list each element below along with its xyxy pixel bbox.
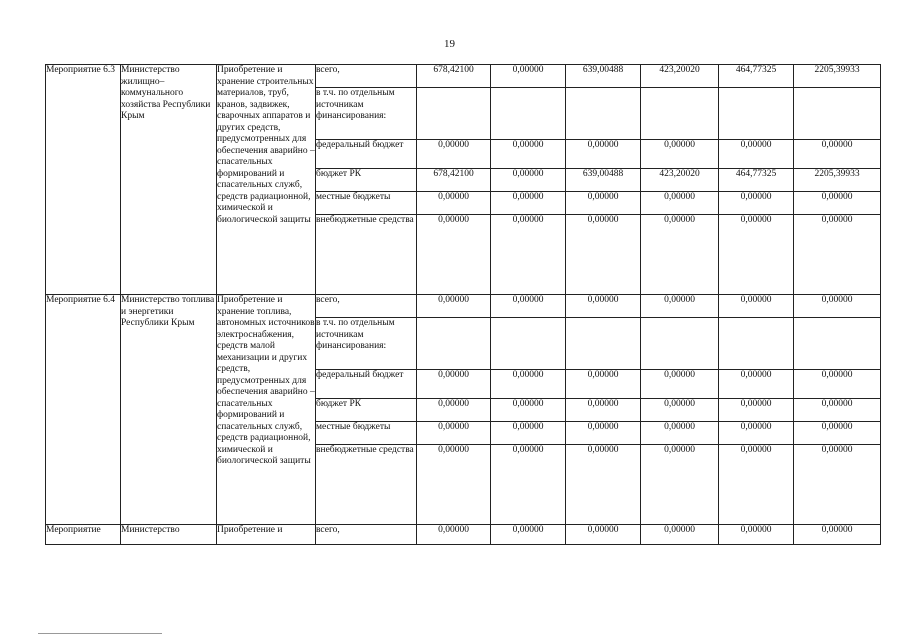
amount-cell: 0,00000 (491, 370, 566, 399)
executor-cell: Министерство жилищно– коммунального хозяйства Республики Крым (121, 65, 217, 295)
description-cell: Приобретение и хранение топлива, автономных источников электроснабжения, средств малой механизации и других средств, предусмотренных для обеспечения аварийно – спасательных формирований и спасательных служб, средств радиационной, химической и биологической защиты (217, 295, 316, 525)
funding-source-cell: местные бюджеты (316, 422, 417, 445)
amount-cell (566, 318, 641, 370)
amount-cell: 0,00000 (491, 445, 566, 525)
amount-cell: 0,00000 (491, 399, 566, 422)
amount-cell: 0,00000 (794, 295, 881, 318)
amount-cell: 0,00000 (566, 399, 641, 422)
page-number: 19 (444, 38, 455, 50)
budget-table (45, 64, 881, 545)
amount-cell: 0,00000 (794, 370, 881, 399)
description-cell: Приобретение и (217, 525, 316, 545)
amount-cell: 639,00488 (566, 169, 641, 192)
amount-cell (719, 318, 794, 370)
amount-cell: 0,00000 (417, 192, 491, 215)
executor-cell: Министерство топлива и энергетики Республики Крым (121, 295, 217, 525)
amount-cell: 0,00000 (719, 399, 794, 422)
amount-cell: 0,00000 (491, 140, 566, 169)
amount-cell: 0,00000 (719, 445, 794, 525)
measure-cell: Мероприятие (46, 525, 121, 545)
amount-cell: 0,00000 (566, 445, 641, 525)
amount-cell: 0,00000 (794, 192, 881, 215)
amount-cell: 0,00000 (719, 215, 794, 295)
amount-cell (794, 318, 881, 370)
amount-cell: 2205,39933 (794, 169, 881, 192)
amount-cell: 0,00000 (641, 399, 719, 422)
amount-cell: 0,00000 (491, 65, 566, 88)
amount-cell: 0,00000 (417, 399, 491, 422)
amount-cell: 0,00000 (719, 370, 794, 399)
amount-cell: 423,20020 (641, 65, 719, 88)
amount-cell (641, 318, 719, 370)
amount-cell: 0,00000 (794, 215, 881, 295)
amount-cell: 0,00000 (566, 295, 641, 318)
measure-cell: Мероприятие 6.4 (46, 295, 121, 525)
amount-cell: 0,00000 (417, 422, 491, 445)
amount-cell: 0,00000 (719, 295, 794, 318)
scan-artifact-line (38, 633, 162, 634)
amount-cell: 0,00000 (417, 370, 491, 399)
amount-cell: 0,00000 (641, 370, 719, 399)
amount-cell: 0,00000 (417, 215, 491, 295)
amount-cell: 0,00000 (566, 422, 641, 445)
amount-cell: 423,20020 (641, 169, 719, 192)
funding-source-cell: в т.ч. по отдельным источникам финансирования: (316, 88, 417, 140)
amount-cell: 0,00000 (794, 399, 881, 422)
amount-cell: 0,00000 (719, 140, 794, 169)
amount-cell: 0,00000 (566, 370, 641, 399)
amount-cell: 0,00000 (794, 525, 881, 545)
amount-cell: 0,00000 (566, 140, 641, 169)
amount-cell: 678,42100 (417, 169, 491, 192)
funding-source-cell: в т.ч. по отдельным источникам финансирования: (316, 318, 417, 370)
table-row (46, 65, 881, 88)
table-row (46, 525, 881, 545)
amount-cell: 0,00000 (641, 140, 719, 169)
amount-cell: 0,00000 (719, 525, 794, 545)
amount-cell (794, 88, 881, 140)
amount-cell: 0,00000 (566, 525, 641, 545)
amount-cell: 0,00000 (491, 295, 566, 318)
amount-cell: 0,00000 (719, 422, 794, 445)
amount-cell: 0,00000 (641, 215, 719, 295)
amount-cell: 464,77325 (719, 65, 794, 88)
funding-source-cell: всего, (316, 525, 417, 545)
amount-cell (491, 88, 566, 140)
amount-cell: 0,00000 (641, 422, 719, 445)
measure-cell: Мероприятие 6.3 (46, 65, 121, 295)
amount-cell (417, 318, 491, 370)
amount-cell: 0,00000 (794, 445, 881, 525)
table-row (46, 295, 881, 318)
amount-cell: 464,77325 (719, 169, 794, 192)
amount-cell (641, 88, 719, 140)
amount-cell: 639,00488 (566, 65, 641, 88)
amount-cell (719, 88, 794, 140)
amount-cell: 0,00000 (491, 525, 566, 545)
amount-cell: 0,00000 (641, 295, 719, 318)
amount-cell: 0,00000 (641, 525, 719, 545)
funding-source-cell: местные бюджеты (316, 192, 417, 215)
amount-cell: 0,00000 (417, 525, 491, 545)
amount-cell: 0,00000 (641, 445, 719, 525)
amount-cell: 678,42100 (417, 65, 491, 88)
amount-cell (566, 88, 641, 140)
amount-cell: 0,00000 (417, 445, 491, 525)
amount-cell: 0,00000 (417, 140, 491, 169)
amount-cell: 0,00000 (794, 422, 881, 445)
funding-source-cell: федеральный бюджет (316, 370, 417, 399)
amount-cell: 0,00000 (719, 192, 794, 215)
funding-source-cell: федеральный бюджет (316, 140, 417, 169)
amount-cell: 0,00000 (491, 422, 566, 445)
amount-cell: 0,00000 (566, 192, 641, 215)
amount-cell: 0,00000 (491, 215, 566, 295)
amount-cell: 0,00000 (417, 295, 491, 318)
amount-cell (417, 88, 491, 140)
funding-source-cell: внебюджетные средства (316, 445, 417, 525)
amount-cell: 0,00000 (794, 140, 881, 169)
funding-source-cell: внебюджетные средства (316, 215, 417, 295)
amount-cell: 0,00000 (566, 215, 641, 295)
funding-source-cell: всего, (316, 65, 417, 88)
amount-cell: 0,00000 (491, 169, 566, 192)
funding-source-cell: бюджет РК (316, 169, 417, 192)
funding-source-cell: всего, (316, 295, 417, 318)
description-cell: Приобретение и хранение строительных материалов, труб, кранов, задвижек, сварочных аппаратов и других средств, предусмотренных для обеспечения аварийно – спасательных формирований и спасательных служб, средств радиационной, химической и биологической защиты (217, 65, 316, 295)
amount-cell: 2205,39933 (794, 65, 881, 88)
funding-source-cell: бюджет РК (316, 399, 417, 422)
amount-cell: 0,00000 (641, 192, 719, 215)
amount-cell: 0,00000 (491, 192, 566, 215)
executor-cell: Министерство (121, 525, 217, 545)
amount-cell (491, 318, 566, 370)
